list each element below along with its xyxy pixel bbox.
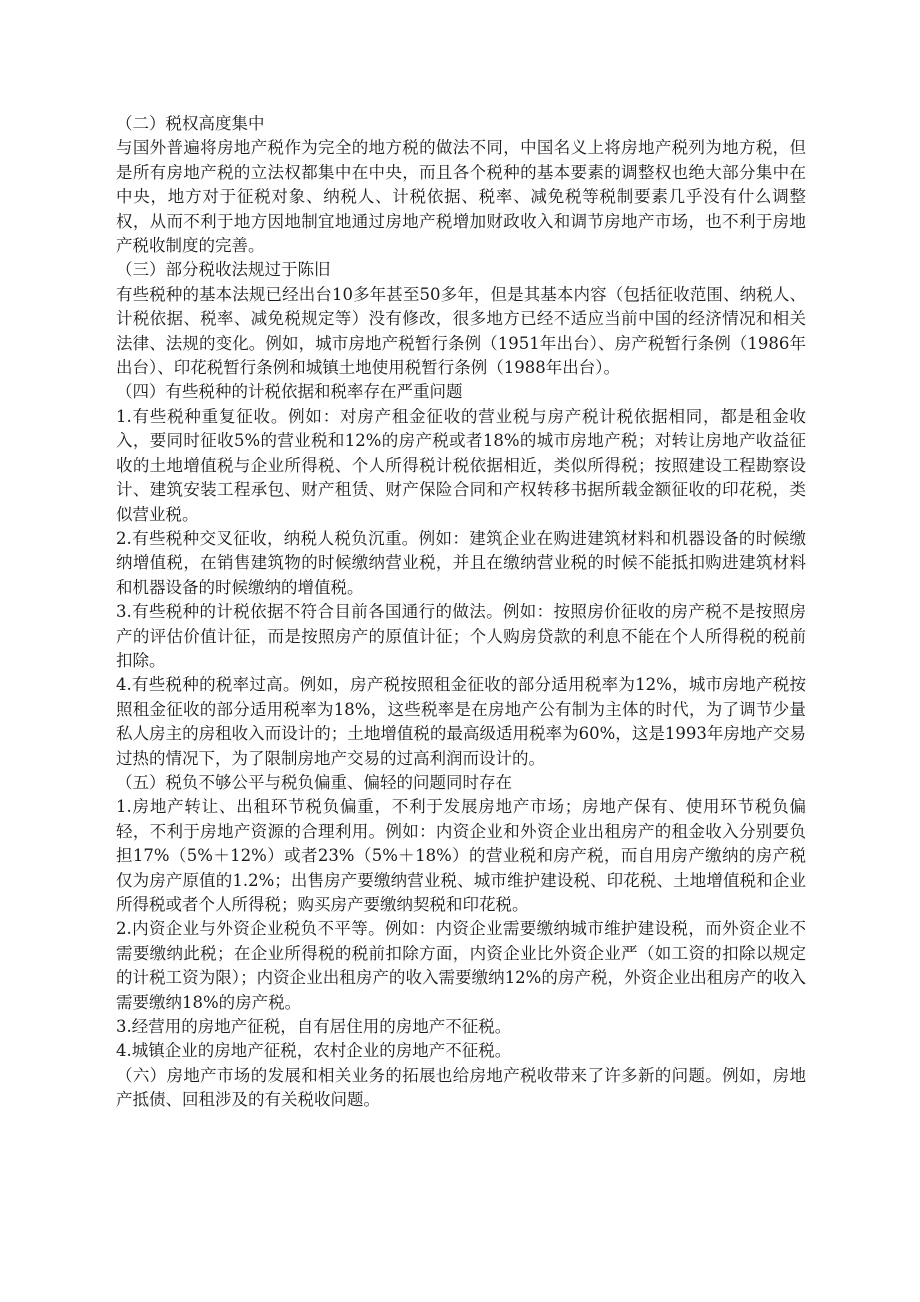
paragraph-tax-power: 与国外普遍将房地产税作为完全的地方税的做法不同，中国名义上将房地产税列为地方税，但是所有房地产税的立法权都集中在中央，而且各个税种的基本要素的调整权也绝大部分集中在中央，地方对于征税对象、纳税人、计税依据、税率、减免税等税制要素几乎没有什么调整权，从而不利于地方因地制宜地通过房地产税增加财政收入和调节房地产市场，也不利于房地产税收制度的完善。 bbox=[116, 138, 806, 256]
section-heading-2: （二）税权高度集中 bbox=[116, 114, 265, 133]
list-item-duplicate-taxation: 1.有些税种重复征收。例如：对房产租金征收的营业税与房产税计税依据相同，都是租金收入，要同时征收5%的营业税和12%的房产税或者18%的城市房地产税；对转让房地产收益征收的土地增值税与企业所得税、个人所得税计税依据相近，类似所得税；按照建设工程勘察设计、建筑安装工程承包、财产租赁、财产保险合同和产权转移书据所载金额征收的印花税，类似营业税。 bbox=[116, 406, 806, 524]
list-item-tax-basis: 3.有些税种的计税依据不符合目前各国通行的做法。例如：按照房价征收的房产税不是按照房产的评估价值计征，而是按照房产的原值计征；个人购房贷款的利息不能在个人所得税的税前扣除。 bbox=[116, 602, 806, 670]
list-item-high-rates: 4.有些税种的税率过高。例如，房产税按照租金征收的部分适用税率为12%，城市房地产税按照租金征收的部分适用税率为18%，这些税率是在房地产公有制为主体的时代，为了调节少量私人房主的房租收入而设计的；土地增值税的最高级适用税率为60%，这是1993年房地产交易过热的情况下，为了限制房地产交易的过高利润而设计的。 bbox=[116, 675, 806, 768]
list-item-cross-taxation: 2.有些税种交叉征收，纳税人税负沉重。例如：建筑企业在购进建筑材料和机器设备的时候缴纳增值税，在销售建筑物的时候缴纳营业税，并且在缴纳营业税的时候不能抵扣购进建筑材料和机器设备的时候缴纳的增值税。 bbox=[116, 528, 806, 597]
section-heading-3: （三）部分税收法规过于陈旧 bbox=[116, 260, 331, 280]
list-item-burden-imbalance: 1.房地产转让、出租环节税负偏重，不利于发展房地产市场；房地产保有、使用环节税负偏轻，不利于房地产资源的合理利用。例如：内资企业和外资企业出租房产的租金收入分别要负担17%（5%＋12%）或者23%（5%＋18%）的营业税和房产税，而自用房产缴纳的房产税仅为房产原值的1.2%；出售房产要缴纳营业税、城市维护建设税、印花税、土地增值税和企业所得税或者个人所得税；购买房产要缴纳契税和印花税。 bbox=[116, 797, 806, 914]
list-item-business-use: 3.经营用的房地产征税，自有居住用的房地产不征税。 bbox=[116, 1017, 512, 1037]
document-body bbox=[116, 112, 806, 1113]
section-heading-4: （四）有些税种的计税依据和税率存在严重问题 bbox=[116, 382, 463, 402]
section-heading-5: （五）税负不够公平与税负偏重、偏轻的问题同时存在 bbox=[116, 772, 512, 792]
section-heading-6: （六）房地产市场的发展和相关业务的拓展也给房地产税收带来了许多新的问题。例如，房地产抵债、回租涉及的有关税收问题。 bbox=[116, 1065, 806, 1110]
list-item-domestic-foreign: 2.内资企业与外资企业税负不平等。例如：内资企业需要缴纳城市维护建设税，而外资企业不需要缴纳此税；在企业所得税的税前扣除方面，内资企业比外资企业严（如工资的扣除以规定的计税工资为限）；内资企业出租房产的收入需要缴纳12%的房产税，外资企业出租房产的收入需要缴纳18%的房产税。 bbox=[116, 919, 806, 1012]
list-item-urban-rural: 4.城镇企业的房地产征税，农村企业的房地产不征税。 bbox=[116, 1041, 512, 1061]
paragraph-outdated-laws: 有些税种的基本法规已经出台10多年甚至50多年，但是其基本内容（包括征收范围、纳税人、计税依据、税率、减免税规定等）没有修改，很多地方已经不适应当前中国的经济情况和相关法律、法规的变化。例如，城市房地产税暂行条例（1951年出台）、房产税暂行条例（1986年出台）、印花税暂行条例和城镇土地使用税暂行条例（1988年出台）。 bbox=[116, 284, 806, 378]
